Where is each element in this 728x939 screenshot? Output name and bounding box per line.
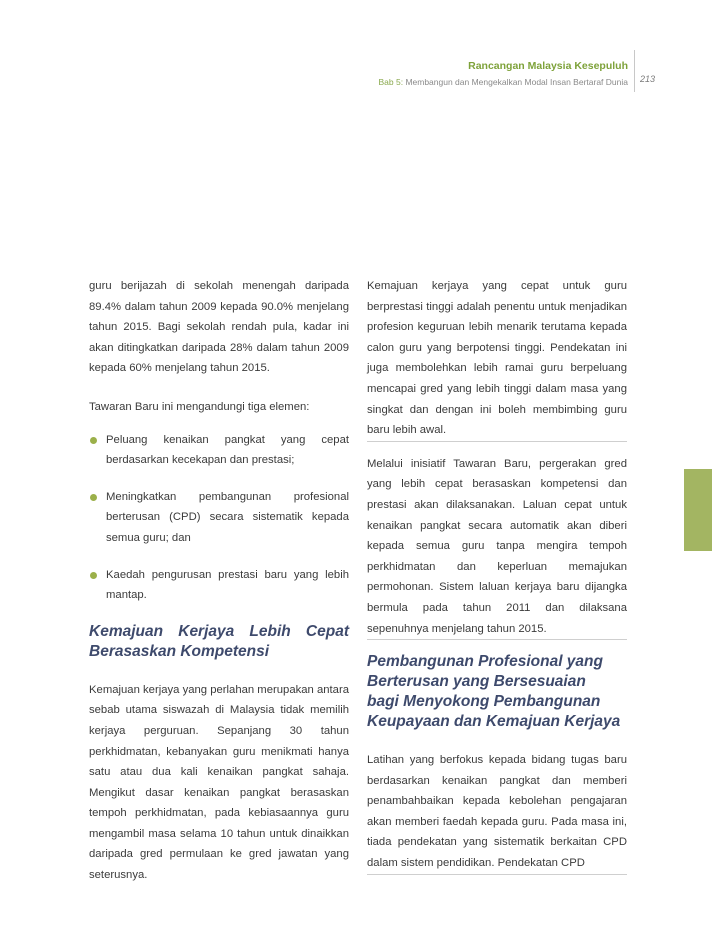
heading-line: Pembangunan Profesional yang (367, 653, 603, 671)
list-item (89, 430, 349, 471)
right-column (367, 276, 627, 875)
chapter-name: Membangun dan Mengekalkan Modal Insan Bertaraf Dunia (405, 77, 628, 87)
list-item-text: Peluang kenaikan pangkat yang cepat berdasarkan kecekapan dan prestasi; (106, 433, 349, 467)
page-number: 213 (640, 74, 656, 84)
chapter-subtitle (378, 75, 628, 89)
heading-line: bagi Menyokong Pembangunan (367, 693, 601, 711)
running-head (378, 59, 628, 89)
element-list (89, 430, 349, 606)
right-paragraph-3: Latihan yang berfokus kepada bidang tugas baru berdasarkan kenaikan pangkat dan memberi penambahbaikan kepada kebolehan pengajaran akan memberi faedah kepada guru. Pada masa ini, tiada pendekatan yang sistematik berkaitan CPD dalam sistem pendidikan. Pendekatan CPD (367, 750, 627, 875)
heading-line: Berasaskan Kompetensi (89, 642, 270, 660)
left-column (89, 276, 349, 886)
header-divider (634, 50, 635, 92)
bullet-icon (90, 572, 97, 579)
right-paragraph-2: Melalui inisiatif Tawaran Baru, pergerakan gred yang lebih cepat berasaskan kompetensi dan prestasi akan dilaksanakan. Laluan cepat untuk kenaikan pangkat secara automatik akan diberi kepada semua guru tanpa mengira tempoh perkhidmatan dan keperluan memajukan permohonan. Sistem laluan kerjaya baru dijangka bermula pada tahun 2011 dan dilaksana sepenuhnya menjelang tahun 2015. (367, 454, 627, 640)
left-paragraph-3: Kemajuan kerjaya yang perlahan merupakan antara sebab utama siswazah di Malaysia tidak memilih kerjaya perguruan. Sepanjang 30 tahun perkhidmatan, kebanyakan guru menikmati hanya satu atau dua kali kenaikan pangkat sahaja. Mengikut dasar kenaikan pangkat berasaskan tempoh perkhidmatan, pada kebiasaannya guru mengambil masa selama 10 tahun untuk dinaikkan daripada gred permulaan ke gred jawatan yang seterusnya. (89, 683, 349, 882)
section-heading-cpd (367, 652, 627, 732)
chapter-label: Bab 5: (378, 77, 404, 87)
heading-line: Berterusan yang Bersesuaian (367, 673, 586, 691)
document-title: Rancangan Malaysia Kesepuluh (468, 60, 628, 72)
heading-line: Kemajuan Kerjaya Lebih Cepat (89, 622, 349, 640)
list-item-text: Kaedah pengurusan prestasi baru yang lebih mantap. (106, 568, 349, 602)
list-item-text: Meningkatkan pembangunan profesional berterusan (CPD) secara sistematik kepada semua guru; dan (106, 490, 349, 544)
list-item (89, 487, 349, 549)
heading-line: Keupayaan dan Kemajuan Kerjaya (367, 713, 621, 731)
right-paragraph-1: Kemajuan kerjaya yang cepat untuk guru berprestasi tinggi adalah penentu untuk menjadikan profesion keguruan lebih menarik terutama kepada calon guru yang berpotensi tinggi. Pendekatan ini juga membolehkan lebih ramai guru berpeluang mencapai gred yang lebih tinggi dalam masa yang singkat dan dengan ini boleh membimbing guru baru lebih awal. (367, 276, 627, 442)
left-paragraph-1: guru berijazah di sekolah menengah daripada 89.4% dalam tahun 2009 kepada 90.0% menjelang tahun 2015. Bagi sekolah rendah pula, kadar ini akan ditingkatkan daripada 28% dalam tahun 2009 kepada 60% menjelang tahun 2015. (89, 280, 349, 375)
chapter-side-tab (684, 469, 712, 551)
section-heading-career (89, 622, 349, 662)
left-paragraph-2: Tawaran Baru ini mengandungi tiga elemen: (89, 400, 310, 413)
bullet-icon (90, 494, 97, 501)
bullet-icon (90, 437, 97, 444)
list-item (89, 565, 349, 606)
